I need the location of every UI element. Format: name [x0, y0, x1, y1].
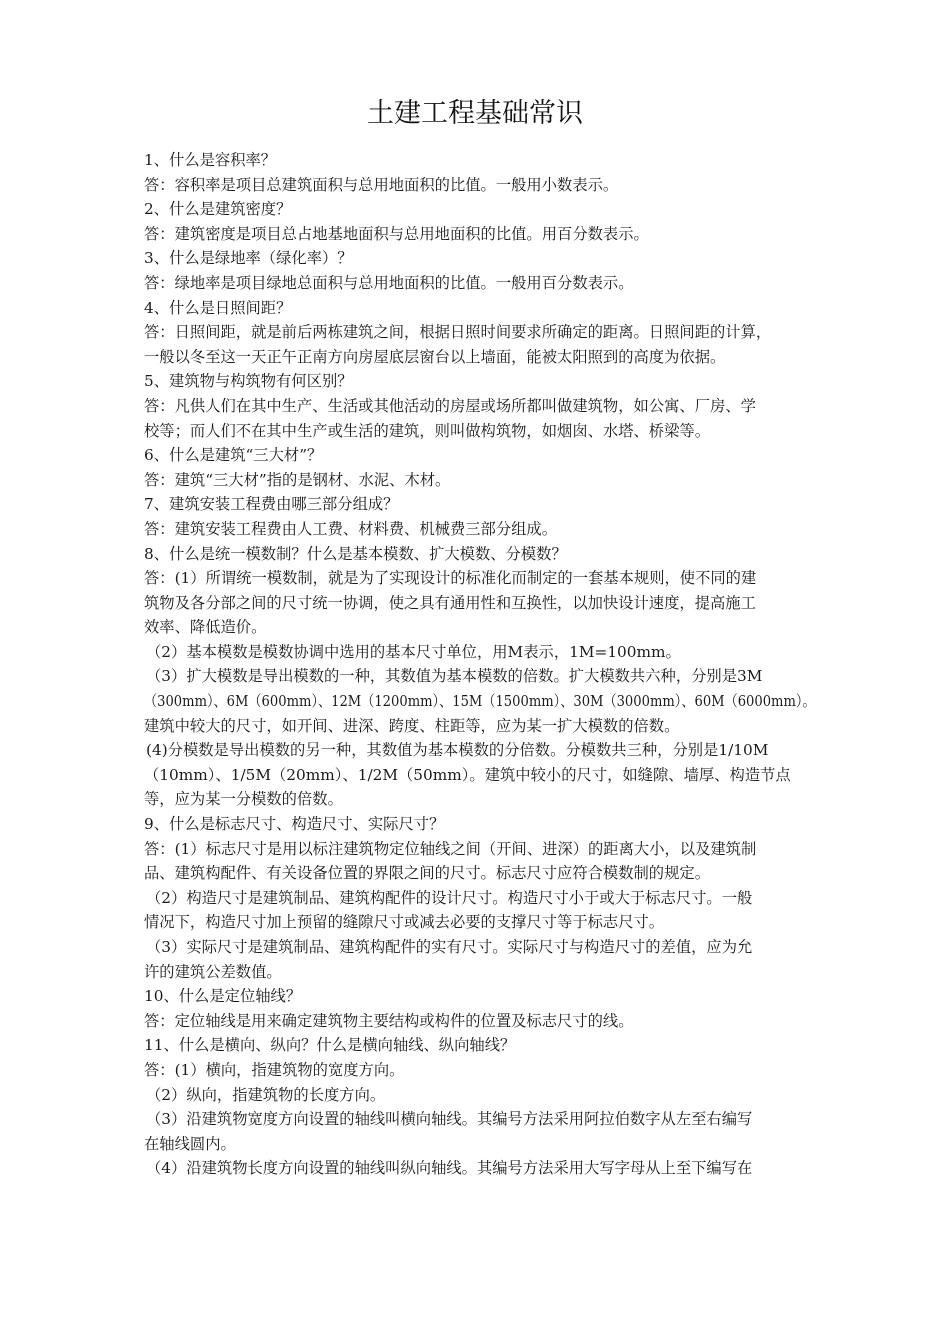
- answer-line: 答：(1）横向，指建筑物的宽度方向。: [144, 1060, 405, 1079]
- answer-line: 答：建筑“三大材”指的是钢材、水泥、木材。: [144, 470, 451, 489]
- answer-line: 品、建筑构配件、有关设备位置的界限之间的尺寸。标志尺寸应符合模数制的规定。: [144, 864, 710, 883]
- answer-line: （2）基本模数是模数协调中选用的基本尺寸单位，用M表示，1M=100mm。: [146, 642, 681, 661]
- answer-line: 情况下，构造尺寸加上预留的缝隙尺寸或减去必要的支撑尺寸等于标志尺寸。: [144, 913, 665, 932]
- document-body: [144, 148, 816, 1181]
- answer-line: 筑物及各分部之间的尺寸统一协调，使之具有通用性和互换性，以加快设计速度，提高施工: [144, 593, 756, 612]
- answer-line: 许的建筑公差数值。: [144, 962, 282, 981]
- answer-line: 答：(1）标志尺寸是用以标注建筑物定位轴线之间（开间、进深）的距离大小，以及建筑制: [144, 839, 757, 858]
- question-line: 5、建筑物与构筑物有何区别？: [144, 372, 353, 391]
- answer-line: （4）沿建筑物长度方向设置的轴线叫纵向轴线。其编号方法采用大写字母从上至下编写在: [146, 1159, 753, 1178]
- question-line: 1、什么是容积率？: [144, 151, 277, 169]
- answer-line: 答：(1）所谓统一模数制，就是为了实现设计的标准化而制定的一套基本规则，使不同的建: [144, 569, 757, 588]
- answer-line: 等，应为某一分模数的倍数。: [144, 790, 343, 809]
- answer-line: 一般以冬至这一天正午正南方向房屋底层窗台以上墙面，能被太阳照到的高度为依据。: [144, 347, 726, 366]
- answer-line: 建筑中较大的尺寸，如开间、进深、跨度、柱距等，应为某一扩大模数的倍数。: [144, 716, 680, 735]
- answer-line: （2）纵向，指建筑物的长度方向。: [146, 1085, 386, 1104]
- question-line: 10、什么是定位轴线？: [144, 987, 302, 1006]
- answer-line: (4)分模数是导出模数的另一种，其数值为基本模数的分倍数。分模数共三种，分别是1/10M: [146, 741, 769, 760]
- question-line: 9、什么是标志尺寸、构造尺寸、实际尺寸？: [144, 815, 445, 834]
- question-line: 11、什么是横向、纵向？什么是横向轴线、纵向轴线？: [144, 1036, 516, 1055]
- answer-line: （3）扩大模数是导出模数的一种，其数值为基本模数的倍数。扩大模数共六种，分别是3M: [146, 667, 763, 686]
- answer-line: （3）沿建筑物宽度方向设置的轴线叫横向轴线。其编号方法采用阿拉伯数字从左至右编写: [146, 1110, 753, 1129]
- answer-line: 答：绿地率是项目绿地总面积与总用地面积的比值。一般用百分数表示。: [144, 273, 634, 292]
- answer-line: 效率、降低造价。: [144, 618, 267, 637]
- answer-line: （3）实际尺寸是建筑制品、建筑构配件的实有尺寸。实际尺寸与构造尺寸的差值，应为允: [146, 938, 753, 956]
- answer-line: 答：定位轴线是用来确定建筑物主要结构或构件的位置及标志尺寸的线。: [144, 1011, 634, 1030]
- answer-line: 在轴线圆内。: [144, 1134, 236, 1153]
- question-line: 7、建筑安装工程费由哪三部分组成？: [144, 495, 399, 514]
- question-line: 6、什么是建筑“三大材”？: [144, 446, 323, 465]
- answer-line: 答：建筑密度是项目总占地基地面积与总用地面积的比值。用百分数表示。: [144, 224, 649, 243]
- answer-line: 答：日照间距，就是前后两栋建筑之间，根据日照时间要求所确定的距离。日照间距的计算，: [144, 323, 772, 342]
- question-line: 2、什么是建筑密度？: [144, 200, 292, 219]
- answer-line: （2）构造尺寸是建筑制品、建筑构配件的设计尺寸。构造尺寸小于或大于标志尺寸。一般: [146, 888, 753, 907]
- answer-line: （300mm）、6M（600mm）、12M（1200mm）、15M（1500mm）、30M（3000mm）、60M（6000mm）。: [144, 692, 816, 711]
- question-line: 4、什么是日照间距？: [144, 298, 292, 317]
- answer-line: 答：容积率是项目总建筑面积与总用地面积的比值。一般用小数表示。: [144, 175, 619, 194]
- question-line: 8、什么是统一模数制？什么是基本模数、扩大模数、分模数？: [144, 544, 567, 563]
- answer-line: 校等；而人们不在其中生产或生活的建筑，则叫做构筑物，如烟囱、水塔、桥梁等。: [144, 421, 710, 440]
- answer-line: 答：凡供人们在其中生产、生活或其他活动的房屋或场所都叫做建筑物，如公寓、厂房、学: [144, 396, 756, 415]
- answer-line: （10mm）、1/5M（20mm）、1/2M（50mm）。建筑中较小的尺寸，如缝隙、墙厚、构造节点: [144, 765, 791, 784]
- question-line: 3、什么是绿地率（绿化率）？: [144, 249, 353, 268]
- document-title: 土建工程基础常识: [367, 98, 583, 129]
- answer-line: 答：建筑安装工程费由人工费、材料费、机械费三部分组成。: [144, 519, 558, 538]
